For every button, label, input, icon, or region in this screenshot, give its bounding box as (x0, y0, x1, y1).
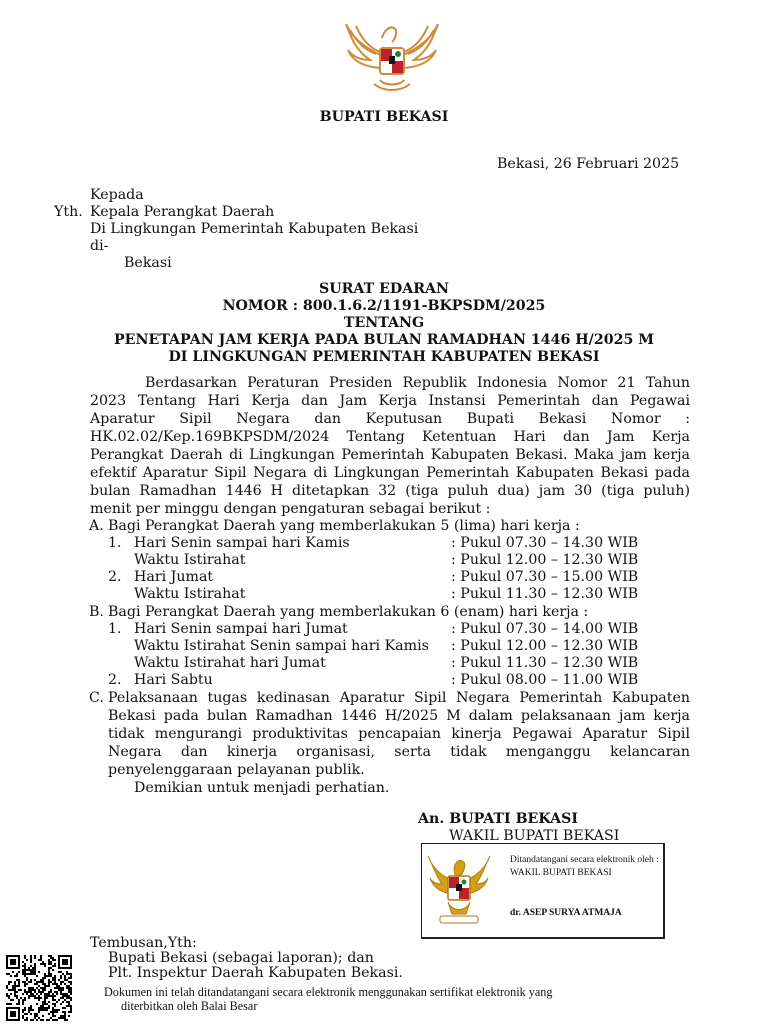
garuda-emblem-icon (426, 854, 492, 926)
schedule-label: Waktu Istirahat (134, 586, 246, 602)
schedule-value: : Pukul 12.00 – 12.30 WIB (451, 638, 639, 654)
schedule-label: Hari Senin sampai hari Kamis (134, 535, 350, 551)
recipient-line2: Di Lingkungan Pemerintah Kabupaten Bekasi (90, 221, 419, 237)
garuda-emblem-icon (340, 20, 444, 96)
schedule-value: : Pukul 11.30 – 12.30 WIB (451, 655, 639, 671)
schedule-value: : Pukul 07.30 – 14.00 WIB (451, 621, 639, 637)
subject-number: NOMOR : 800.1.6.2/1191-BKPSDM/2025 (222, 298, 546, 314)
schedule-label: Hari Jumat (134, 569, 214, 585)
recipient-to: Kepada (90, 187, 144, 203)
e-signature-box (421, 843, 665, 939)
recipient-yth: Yth. (54, 204, 83, 220)
row-number: 2. (108, 672, 122, 688)
subject-title-line2: DI LINGKUNGAN PEMERINTAH KABUPATEN BEKASI (168, 349, 600, 365)
qr-code-icon (6, 955, 72, 1021)
paragraph-line: 2023 Tentang Hari Kerja dan Jam Kerja Instansi Pemerintah dan Pegawai (90, 393, 690, 409)
paragraph-line: efektif Aparatur Sipil Negara di Lingkungan Pemerintah Kabupaten Bekasi pada (90, 465, 690, 481)
row-number: 2. (108, 569, 122, 585)
e-sign-name: dr. ASEP SURYA ATMAJA (510, 908, 622, 918)
paragraph-line: Aparatur Sipil Negara dan Keputusan Bupati Bekasi Nomor : (90, 411, 690, 427)
paragraph-line: menit per minggu dengan pengaturan sebagai berikut : (90, 501, 491, 517)
schedule-value: : Pukul 08.00 – 11.00 WIB (451, 672, 639, 688)
paragraph-line: bulan Ramadhan 1446 H ditetapkan 32 (tiga puluh dua) jam 30 (tiga puluh) (90, 483, 690, 499)
footer-line2: diterbitkan oleh Balai Besar (121, 999, 258, 1013)
signature-role: WAKIL BUPATI BEKASI (449, 828, 620, 844)
paragraph-line: Bekasi pada bulan Ramadhan 1446 H/2025 M dalam pelaksanaan jam kerja (108, 708, 690, 724)
paragraph-line: Berdasarkan Peraturan Presiden Republik Indonesia Nomor 21 Tahun (145, 375, 690, 391)
schedule-label: Hari Senin sampai hari Jumat (134, 621, 348, 637)
paragraph-line: HK.02.02/Kep.169BKPSDM/2024 Tentang Ketentuan Hari dan Jam Kerja (90, 429, 690, 445)
subject-title: PENETAPAN JAM KERJA PADA BULAN RAMADHAN 1446 H/2025 M (114, 332, 654, 348)
row-number: 1. (108, 621, 122, 637)
paragraph-line: Pelaksanaan tugas kedinasan Aparatur Sipil Negara Pemerintah Kabupaten (108, 690, 690, 706)
paragraph-line: Perangkat Daerah di Lingkungan Pemerintah Kabupaten Bekasi. Maka jam kerja (90, 447, 690, 463)
signature-an: An. BUPATI BEKASI (418, 811, 579, 827)
subject-line1: SURAT EDARAN (318, 281, 450, 297)
schedule-value: : Pukul 11.30 – 12.30 WIB (451, 586, 639, 602)
schedule-label: Waktu Istirahat hari Jumat (134, 655, 326, 671)
schedule-label: Hari Sabtu (134, 672, 213, 688)
schedule-value: : Pukul 07.30 – 14.30 WIB (451, 535, 639, 551)
row-number: 1. (108, 535, 122, 551)
e-sign-role: WAKIL BUPATI BEKASI (510, 868, 612, 878)
place-date: Bekasi, 26 Februari 2025 (497, 156, 680, 172)
schedule-label: Waktu Istirahat (134, 552, 246, 568)
closing-line: Demikian untuk menjadi perhatian. (134, 780, 390, 796)
cc-item: Plt. Inspektur Daerah Kabupaten Bekasi. (108, 965, 403, 981)
paragraph-line: Negara dan kinerja organisasi, serta tidak menganggu kelancaran (108, 744, 690, 760)
paragraph-line: tidak mengurangi produktivitas pencapaian kinerja Pegawai Aparatur Sipil (108, 726, 690, 742)
letterhead-title: BUPATI BEKASI (319, 109, 449, 125)
section-b-heading: Bagi Perangkat Daerah yang memberlakukan 6 (enam) hari kerja : (108, 604, 589, 620)
footer-line1: Dokumen ini telah ditandatangani secara elektronik menggunakan sertifikat elektronik yang (104, 985, 553, 999)
section-c-marker: C. (89, 690, 104, 706)
paragraph-line: penyelenggaraan pelayanan publik. (108, 762, 365, 778)
e-sign-statement: Ditandatangani secara elektronik oleh : (510, 855, 659, 865)
section-a-marker: A. (89, 518, 104, 534)
subject-line3: TENTANG (343, 315, 425, 331)
recipient-line3: di- (90, 238, 109, 254)
section-a-heading: Bagi Perangkat Daerah yang memberlakukan 5 (lima) hari kerja : (108, 518, 580, 534)
recipient-line1: Kepala Perangkat Daerah (90, 204, 275, 220)
cc-item: Bupati Bekasi (sebagai laporan); dan (108, 950, 374, 966)
schedule-label: Waktu Istirahat Senin sampai hari Kamis (134, 638, 429, 654)
cc-title: Tembusan,Yth: (90, 935, 197, 951)
schedule-value: : Pukul 07.30 – 15.00 WIB (451, 569, 639, 585)
recipient-line4: Bekasi (124, 255, 172, 271)
schedule-value: : Pukul 12.00 – 12.30 WIB (451, 552, 639, 568)
section-b-marker: B. (89, 604, 104, 620)
